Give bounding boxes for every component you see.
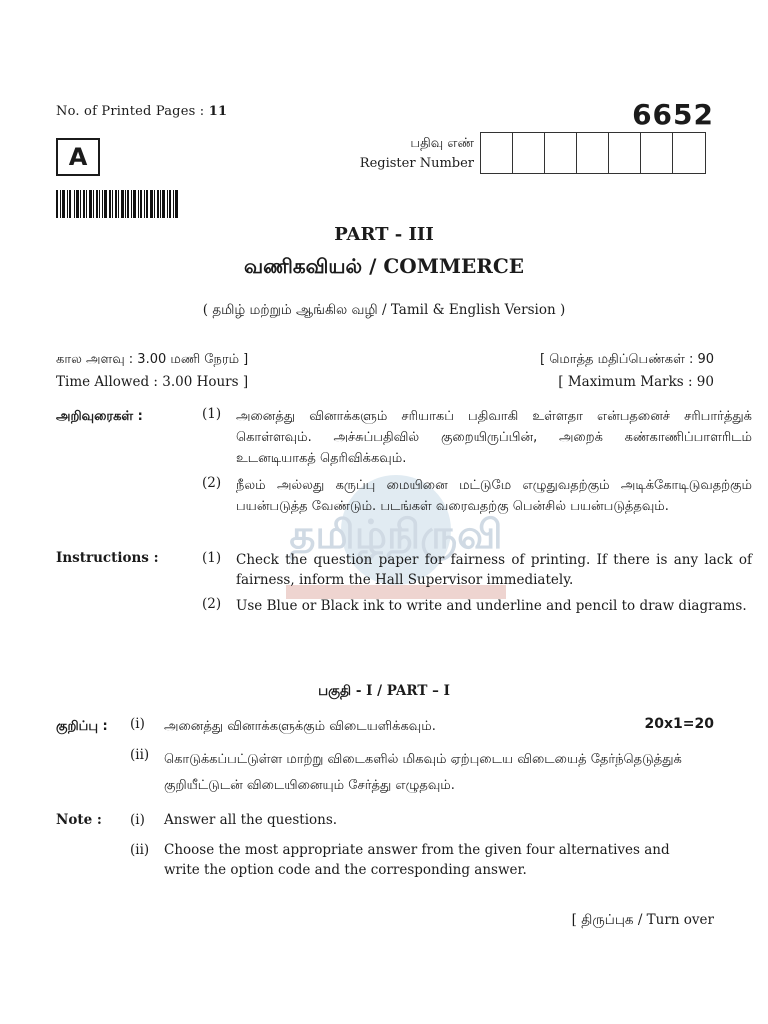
paper-code: 6652 [632, 98, 714, 131]
note-text: அனைத்து வினாக்களுக்கும் விடையளிக்கவும். [164, 719, 436, 734]
instructions-tamil [56, 406, 752, 517]
instruction-text: Check the question paper for fairness of printing. If there is any lack of fairness, inform the Hall Supervisor immediately. [236, 552, 752, 588]
note-number: (ii) [130, 747, 150, 763]
register-digit-box[interactable] [481, 133, 513, 173]
instructions-english [56, 550, 752, 616]
note-tamil-label: குறிப்பு : [56, 719, 108, 734]
instructions-tamil-label: அறிவுரைகள் : [56, 409, 143, 424]
instruction-number: (2) [202, 475, 222, 491]
note-text: கொடுக்கப்பட்டுள்ள மாற்று விடைகளில் மிகவும் ஏற்புடைய விடையைத் தேர்ந்தெடுத்துக் குறியீட்டுடன் விடையினையும் சேர்த்து எழுதவும். [164, 752, 682, 793]
note-tamil [56, 716, 684, 799]
instruction-number: (2) [202, 596, 222, 612]
marks-scheme: 20x1=20 [644, 716, 714, 732]
register-digit-box[interactable] [641, 133, 673, 173]
instruction-text: நீலம் அல்லது கருப்பு மையினை மட்டுமே எழுதுவதற்கும் அடிக்கோடிடுவதற்கும் பயன்படுத்த வேண்டும். படங்கள் வரைவதற்கு பென்சில் பயன்படுத்தவும். [236, 478, 752, 514]
register-digit-box[interactable] [545, 133, 577, 173]
printed-pages-value: 11 [208, 104, 228, 119]
register-digit-box[interactable] [609, 133, 641, 173]
time-allowed-tamil: கால அளவு : 3.00 மணி நேரம் ] [56, 352, 249, 367]
part-one-heading: பகுதி - I / PART – I [318, 683, 450, 699]
part-title: PART - III [334, 224, 434, 245]
note-english [56, 810, 684, 880]
note-number: (ii) [130, 842, 150, 858]
max-marks-english: [ Maximum Marks : 90 [558, 374, 714, 390]
register-label-english: Register Number [359, 156, 474, 171]
subject-title: வணிகவியல் / COMMERCE [243, 254, 525, 278]
instruction-text: Use Blue or Black ink to write and underline and pencil to draw diagrams. [236, 598, 747, 614]
note-number: (i) [130, 812, 145, 828]
note-text: Answer all the questions. [164, 812, 338, 828]
register-digit-box[interactable] [673, 133, 705, 173]
instructions-english-label: Instructions : [56, 550, 159, 566]
printed-pages-label: No. of Printed Pages : [56, 104, 205, 119]
note-number: (i) [130, 716, 145, 732]
instruction-text: அனைத்து வினாக்களும் சரியாகப் பதிவாகி உள்ளதா என்பதனைச் சரிபார்த்துக் கொள்ளவும். அச்சுப்பதிவில் குறையிருப்பின், அறைக் கண்காணிப்பாளரிடம் உடனடியாகத் தெரிவிக்கவும். [236, 409, 752, 466]
barcode [56, 190, 206, 218]
instruction-number: (1) [202, 550, 222, 566]
watermark-text: தமிழ்நிருவி [289, 512, 503, 558]
max-marks-tamil: [ மொத்த மதிப்பெண்கள் : 90 [540, 352, 714, 367]
time-allowed-english: Time Allowed : 3.00 Hours ] [56, 374, 249, 390]
note-english-label: Note : [56, 812, 102, 828]
turn-over: [ திருப்புக / Turn over [571, 912, 714, 928]
version-line: ( தமிழ் மற்றும் ஆங்கில வழி / Tamil & English Version ) [202, 302, 566, 318]
register-number-boxes[interactable] [480, 132, 706, 174]
printed-pages [56, 104, 227, 119]
register-label-tamil: பதிவு எண் [410, 136, 474, 151]
instruction-number: (1) [202, 406, 222, 422]
series-box: A [56, 138, 100, 176]
register-digit-box[interactable] [513, 133, 545, 173]
register-digit-box[interactable] [577, 133, 609, 173]
note-text: Choose the most appropriate answer from the given four alternatives and write the option code and the corresponding answer. [164, 842, 670, 878]
